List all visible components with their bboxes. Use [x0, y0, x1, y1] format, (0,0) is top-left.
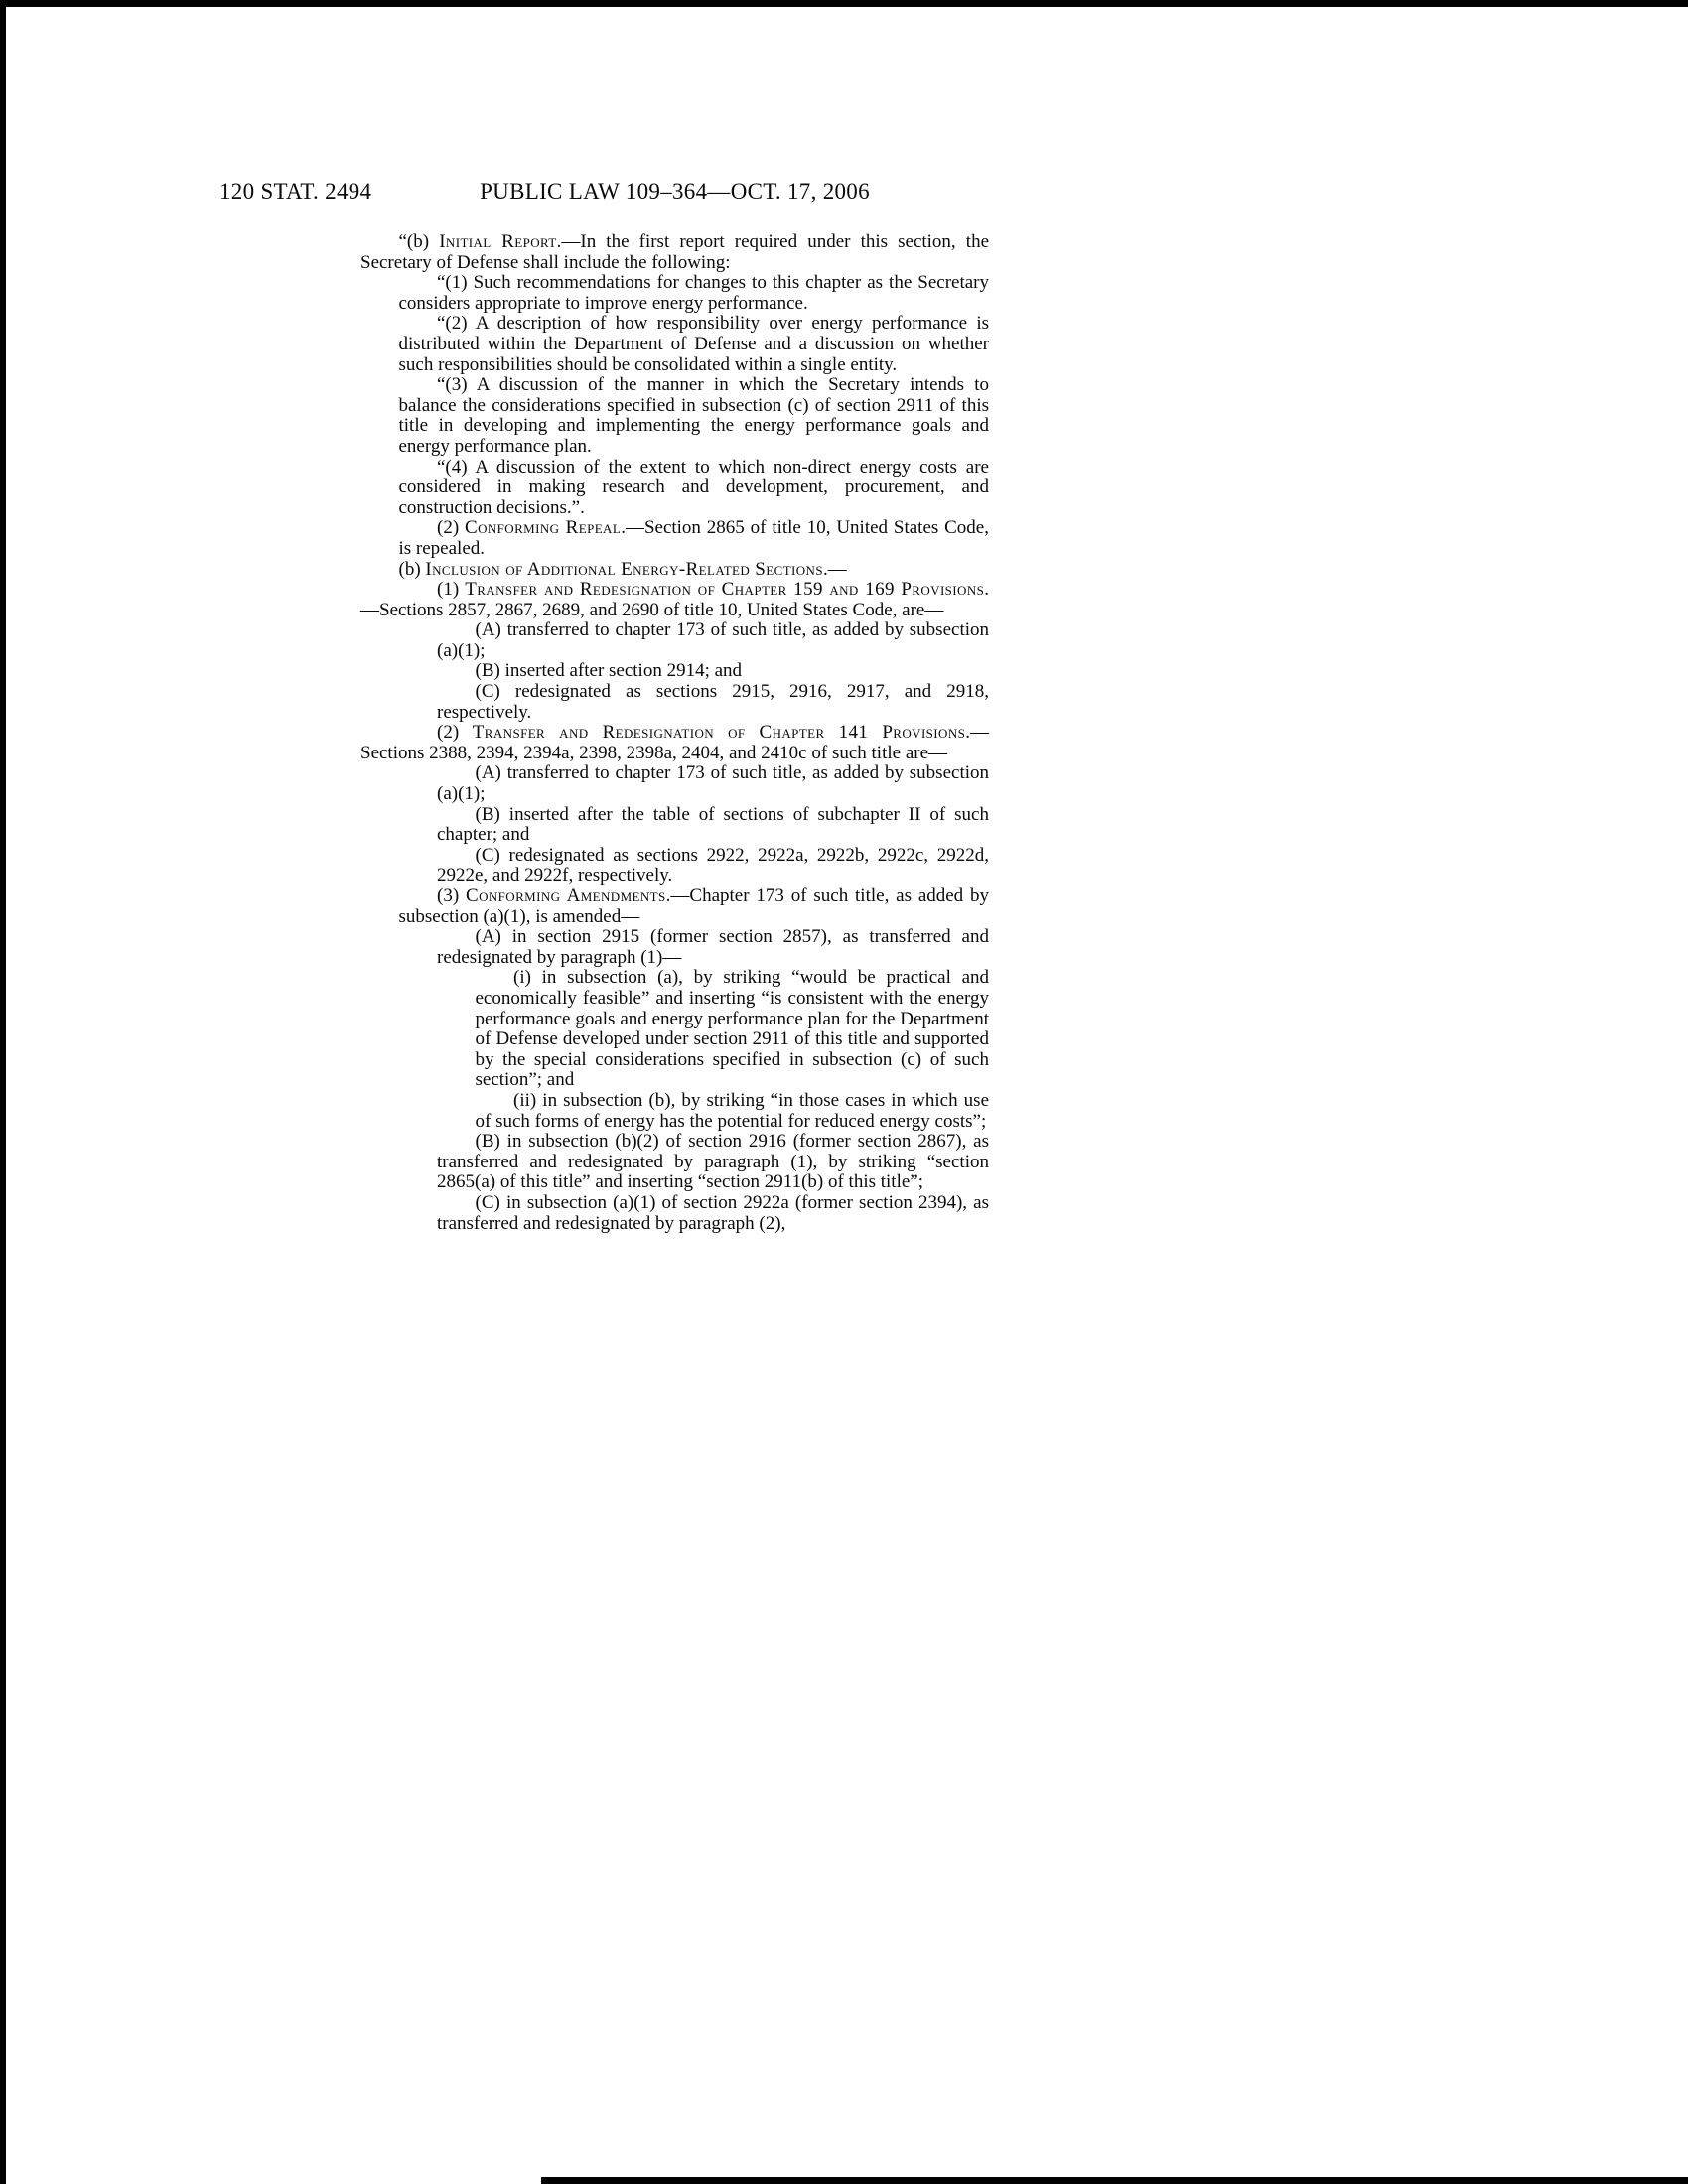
text-run: “(4) A discussion of the extent to which non-direct energy costs are considered in making research and development, procurement, and construction decisions.”. — [398, 456, 989, 518]
paragraph — [360, 232, 989, 273]
public-law-heading: PUBLIC LAW 109–364—OCT. 17, 2006 — [480, 179, 870, 204]
text-run: (1) — [437, 579, 466, 601]
paragraph — [476, 1091, 990, 1132]
text-run: (B) in subsection (b)(2) of section 2916 (former section 2867), as transferred and redesignated by paragraph (1), by striking “section 2865(a) of this title” and inserting “section 2911(b) of this title”; — [437, 1131, 989, 1193]
small-caps-heading: Transfer and Redesignation of Chapter 159 and 169 Provisions — [465, 579, 985, 601]
scan-edge-top — [0, 0, 1688, 7]
paragraph — [437, 805, 989, 846]
text-run: (2) — [437, 517, 466, 539]
small-caps-heading: Transfer and Redesignation of Chapter 141 Provisions — [472, 722, 966, 744]
text-run: “(b) — [398, 231, 440, 252]
scan-edge-bottom — [541, 2177, 1688, 2184]
text-run: “(2) A description of how responsibility over energy performance is distributed within the Department of Defense and a discussion on whether such responsibilities should be consolidated within a single entity. — [398, 313, 989, 375]
text-run: (A) transferred to chapter 173 of such title, as added by subsection (a)(1); — [437, 619, 989, 661]
paragraph — [399, 273, 990, 314]
text-run: “(3) A discussion of the manner in which the Secretary intends to balance the considerations specified in subsection (c) of section 2911 of this title in developing and implementing the energy performance goals and energy performance plan. — [398, 374, 989, 457]
paragraph — [399, 887, 990, 927]
small-caps-heading: Initial Report — [439, 231, 557, 252]
text-run: (ii) in subsection (b), by striking “in those cases in which use of such forms of energy has the potential for reduced energy costs”; — [475, 1089, 989, 1132]
paragraph — [360, 580, 989, 620]
running-head — [0, 179, 1688, 208]
text-run: .— — [822, 558, 847, 580]
paragraph — [360, 723, 989, 763]
paragraph — [399, 314, 990, 375]
paragraph — [437, 620, 989, 661]
small-caps-heading: Inclusion of Additional Energy-Related Sections — [425, 558, 823, 580]
text-run: (2) — [437, 722, 473, 744]
paragraph — [399, 458, 990, 519]
paragraph — [437, 1193, 989, 1234]
text-run: (i) in subsection (a), by striking “would be practical and economically feasible” and inserting “is consistent with the energy performance goals and energy performance plan for the Department of Defense developed under section 2911 of this title and supported by the special considerations specified in subsection (c) of such section”; and — [475, 967, 989, 1091]
text-run: (B) inserted after the table of sections of subchapter II of such chapter; and — [437, 803, 989, 846]
text-run: (3) — [437, 886, 466, 906]
scan-edge-left — [0, 0, 6, 2184]
small-caps-heading: Conforming Amendments — [466, 886, 666, 906]
paragraph — [360, 560, 989, 581]
text-run: (A) in section 2915 (former section 2857), as transferred and redesignated by paragraph (1)— — [437, 926, 989, 968]
text-run: .—Chapter 173 of such title, as added by subsection (a)(1), is amended— — [398, 886, 990, 927]
paragraph — [437, 763, 989, 804]
text-run: .—Sections 2388, 2394, 2394a, 2398, 2398a, 2404, and 2410c of such title are— — [360, 722, 989, 763]
text-run: .—Section 2865 of title 10, United States Code, is repealed. — [398, 517, 989, 559]
paragraph — [437, 661, 989, 682]
text-run: (b) — [398, 558, 426, 580]
text-run: .—Sections 2857, 2867, 2689, and 2690 of title 10, United States Code, are— — [360, 579, 989, 620]
text-run: (C) in subsection (a)(1) of section 2922a (former section 2394), as transferred and redesignated by paragraph (2), — [437, 1191, 989, 1234]
paragraph — [437, 682, 989, 723]
paragraph — [399, 375, 990, 457]
paragraph — [437, 1132, 989, 1193]
text-run: (C) redesignated as sections 2915, 2916, 2917, and 2918, respectively. — [437, 681, 989, 723]
paragraph — [399, 518, 990, 559]
text-run: “(1) Such recommendations for changes to this chapter as the Secretary considers appropriate to improve energy performance. — [398, 272, 989, 314]
stat-page-number: 120 STAT. 2494 — [219, 179, 372, 204]
paragraph — [476, 968, 990, 1091]
text-run: .—In the first report required under this section, the Secretary of Defense shall include the following: — [360, 231, 990, 273]
paragraph — [437, 846, 989, 887]
text-run: (B) inserted after section 2914; and — [475, 660, 743, 682]
text-run: (C) redesignated as sections 2922, 2922a, 2922b, 2922c, 2922d, 2922e, and 2922f, respectively. — [437, 844, 989, 887]
text-run: (A) transferred to chapter 173 of such title, as added by subsection (a)(1); — [437, 762, 989, 805]
paragraph — [437, 927, 989, 968]
statute-text — [360, 232, 989, 1234]
small-caps-heading: Conforming Repeal — [465, 517, 622, 539]
